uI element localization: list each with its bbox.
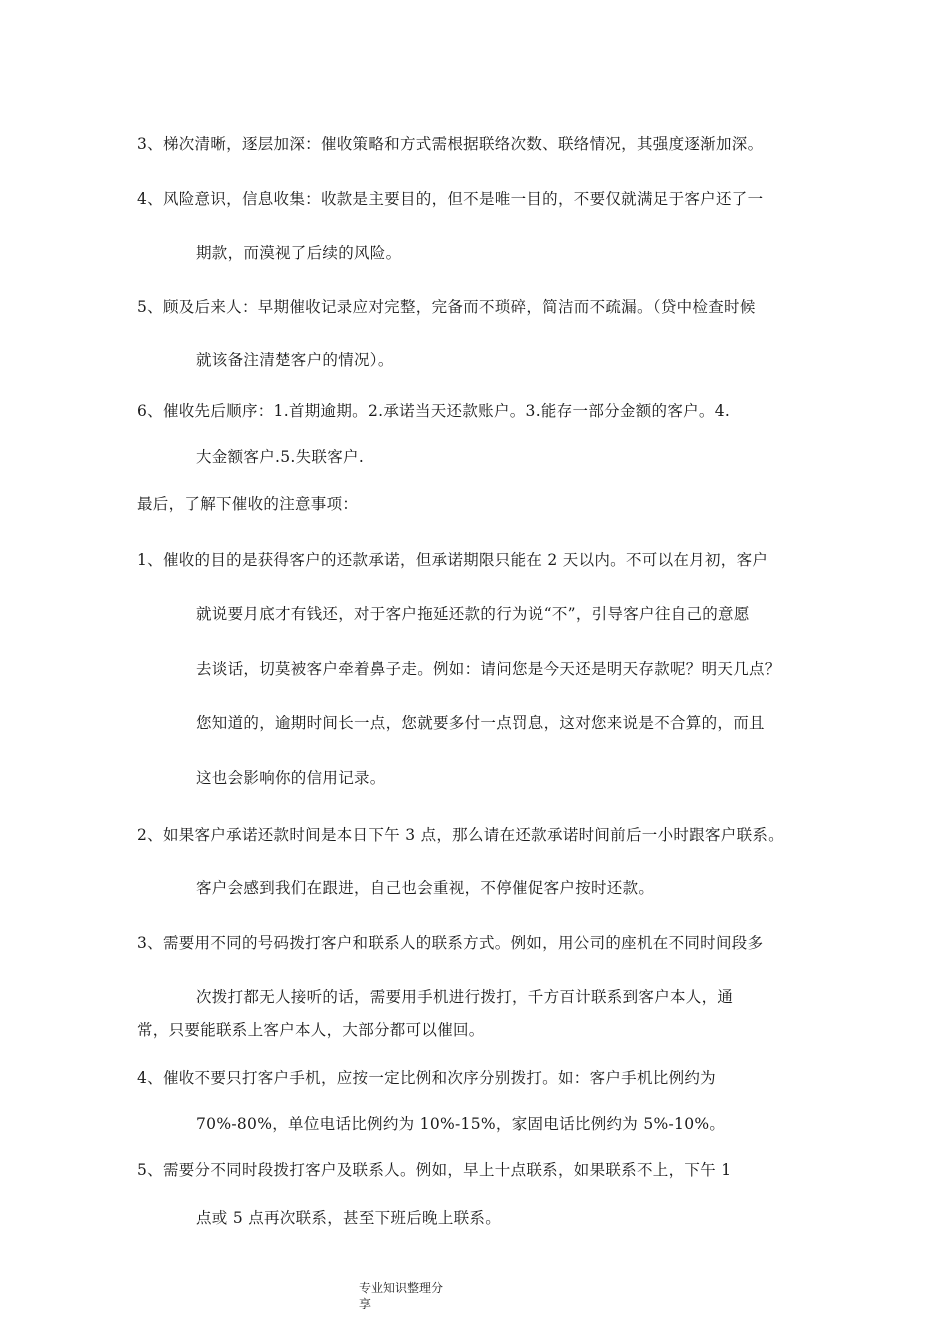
text-line-note1: 1、催收的目的是获得客户的还款承诺，但承诺期限只能在 2 天以内。不可以在月初，客户	[137, 551, 769, 569]
text-line-note1-cont4: 这也会影响你的信用记录。	[196, 769, 386, 787]
text-line-note5: 5、需要分不同时段拨打客户及联系人。例如，早上十点联系，如果联系不上，下午 1	[137, 1161, 732, 1179]
text-line-item4-cont: 期款，而漠视了后续的风险。	[196, 244, 402, 262]
text-line-item5: 5、顾及后来人：早期催收记录应对完整，完备而不琐碎，简洁而不疏漏。（贷中检查时候	[137, 298, 756, 316]
text-line-item3: 3、梯次清晰，逐层加深：催收策略和方式需根据联络次数、联络情况，其强度逐渐加深。	[137, 135, 764, 153]
text-line-note3: 3、需要用不同的号码拨打客户和联系人的联系方式。例如，用公司的座机在不同时间段多	[137, 934, 764, 952]
text-line-note1-cont3: 您知道的，逾期时间长一点，您就要多付一点罚息，这对您来说是不合算的，而且	[196, 714, 765, 732]
text-line-note4-cont: 70%-80%，单位电话比例约为 10%-15%，家固电话比例约为 5%-10%。	[196, 1115, 726, 1133]
text-line-note2: 2、如果客户承诺还款时间是本日下午 3 点，那么请在还款承诺时间前后一小时跟客户联系。	[137, 826, 784, 844]
text-line-item5-cont: 就该备注清楚客户的情况）。	[196, 351, 394, 369]
footer-line-2: 享	[359, 1297, 372, 1311]
text-line-note4: 4、催收不要只打客户手机，应按一定比例和次序分别拨打。如：客户手机比例约为	[137, 1069, 716, 1087]
text-line-note1-cont1: 就说要月底才有钱还，对于客户拖延还款的行为说“不”，引导客户往自己的意愿	[196, 605, 750, 623]
text-line-item6-cont: 大金额客户.5.失联客户.	[196, 448, 365, 466]
text-line-note3-cont1: 次拨打都无人接听的话，需要用手机进行拨打，千方百计联系到客户本人，通	[196, 988, 734, 1006]
text-line-item6: 6、催收先后顺序：1.首期逾期。2.承诺当天还款账户。3.能存一部分金额的客户。4.	[137, 402, 731, 420]
text-line-note2-cont: 客户会感到我们在跟进，自己也会重视，不停催促客户按时还款。	[196, 879, 655, 897]
text-line-note3-cont2: 常，只要能联系上客户本人，大部分都可以催回。	[137, 1021, 485, 1039]
text-line-note5-cont: 点或 5 点再次联系，甚至下班后晚上联系。	[196, 1209, 502, 1227]
section-heading: 最后，了解下催收的注意事项：	[137, 495, 359, 513]
footer-line-1: 专业知识整理分	[359, 1281, 444, 1295]
text-line-item4: 4、风险意识，信息收集：收款是主要目的，但不是唯一目的，不要仅就满足于客户还了一	[137, 190, 764, 208]
text-line-note1-cont2: 去谈话，切莫被客户牵着鼻子走。例如：请问您是今天还是明天存款呢？明天几点？	[196, 660, 781, 678]
